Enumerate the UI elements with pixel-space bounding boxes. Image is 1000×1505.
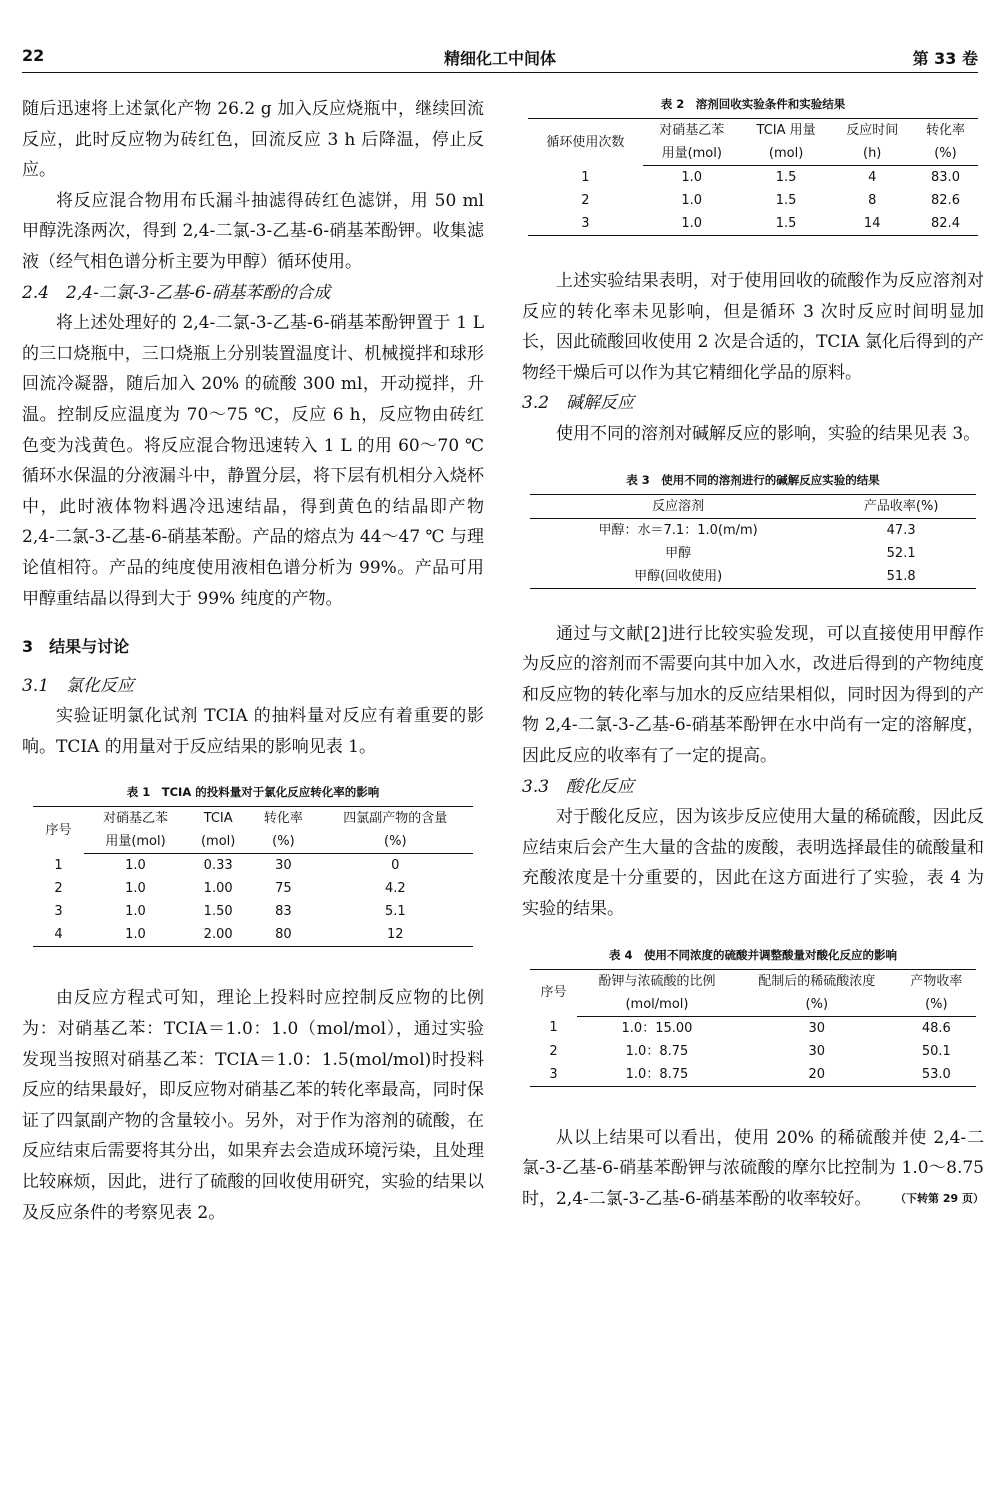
table-cell: 3: [54, 904, 63, 920]
table-cell: 83: [275, 904, 292, 920]
table-cell: 4.2: [384, 881, 406, 897]
table-header: (%): [737, 993, 897, 1017]
table-header: 反应时间: [831, 119, 913, 143]
table-cell: 2.00: [187, 923, 249, 947]
table-cell: 1.0：8.75: [625, 1043, 689, 1059]
table-header: 序号: [33, 807, 84, 854]
table-cell: 5.1: [384, 904, 406, 920]
table-cell: 51.8: [826, 565, 976, 589]
section-heading-2-4: 2.4 2,4-二氯-3-乙基-6-硝基苯酚的合成: [22, 282, 331, 303]
table-2: [528, 118, 978, 236]
table-cell: 0: [391, 858, 400, 874]
table-header: 对硝基乙苯: [643, 119, 741, 143]
table-cell: 30: [808, 1043, 826, 1059]
table-row: [530, 1063, 976, 1087]
volume-label: 第 33 卷: [912, 49, 978, 68]
table-cell: 2: [54, 881, 63, 897]
table-cell: 48.6: [921, 1020, 951, 1036]
table-cell: 1: [581, 169, 590, 185]
paragraph: 上述实验结果表明，对于使用回收的硫酸作为反应溶剂对反应的转化率未见影响，但是循环 3 次时反应时间明显加长，因此硫酸回收使用 2 次是合适的，TCIA 氯化后得到的产物经干燥后可以作为其它精细化学品的原料。: [522, 271, 984, 383]
table-header: 用量(mol): [84, 830, 187, 854]
table-row: [530, 542, 976, 565]
paragraph: 使用不同的溶剂对碱解反应的影响，实验的结果见表 3。: [556, 423, 981, 444]
table-header: TCIA 用量: [741, 119, 832, 143]
table-3-caption: 表 3 使用不同的溶剂进行的碱解反应实验的结果: [626, 472, 880, 487]
table-cell: 4: [868, 170, 877, 185]
table-cell: 14: [831, 212, 913, 236]
table-cell: 1.00: [203, 881, 233, 897]
table-3: [530, 494, 976, 589]
table-row: [33, 923, 473, 947]
table-4-caption: 表 4 使用不同浓度的硫酸并调整酸量对酸化反应的影响: [608, 947, 897, 962]
table-cell: 1.0: [125, 904, 146, 920]
table-cell: 3: [528, 212, 643, 236]
table-row: [33, 854, 473, 878]
table-row: [528, 166, 978, 190]
table-cell: 1.0: [125, 881, 146, 897]
paragraph: 将上述处理好的 2,4-二氯-3-乙基-6-硝基苯酚钾置于 1 L 的三口烧瓶中，三口烧瓶上分别装置温度计、机械搅拌和球形回流冷凝器，随后加入 20% 的硫酸 300 ml，开动搅拌，升温。控制反应温度为 70～75 ℃，反应 6 h，反应物由砖红色变为浅黄色。将反应混合物迅速转入 1 L 的用 60～70 ℃ 循环水保温的分液漏斗中，静置分层，将下层有机相分入烧杯中，此时液体物料遇冷迅速结晶，得到黄色的结晶即产物 2,4-二氯-3-乙基-6-硝基苯酚。产品的熔点为 44～47 ℃ 与理论值相符。产品的纯度使用液相色谱分析为 99%。产品可用甲醇重结晶以得到大于 99% 纯度的产物。: [22, 313, 484, 609]
table-cell: 2: [549, 1043, 558, 1059]
table-cell: 1.5: [775, 193, 797, 208]
table-header: (h): [831, 142, 913, 166]
table-row: [530, 518, 976, 542]
journal-title: 精细化工中间体: [443, 49, 556, 68]
table-cell: 1.0：15.00: [621, 1020, 693, 1036]
table-cell: 1.0: [681, 193, 703, 208]
table-header: (mol): [187, 830, 249, 854]
table-cell: 47.3: [886, 522, 916, 538]
table-cell: 1: [549, 1020, 558, 1036]
table-cell: 1.0: [84, 923, 187, 947]
page-number: 22: [22, 46, 45, 65]
section-heading-3-1: 3.1 氯化反应: [22, 675, 135, 696]
table-header: 转化率: [913, 119, 978, 143]
table-row: [530, 1040, 976, 1063]
table-cell: 75: [275, 881, 292, 897]
table-4: [530, 969, 976, 1087]
table-cell: 82.6: [931, 193, 960, 208]
table-cell: 53.0: [897, 1063, 976, 1087]
table-cell: 1: [54, 858, 63, 874]
table-cell: 1.50: [203, 904, 233, 920]
table-cell: 1.5: [775, 170, 797, 185]
table-header: 四氯副产物的含量: [318, 807, 473, 831]
paragraph: 随后迅速将上述氯化产物 26.2 g 加入反应烧瓶中，继续回流反应，此时反应物为砖红色，回流反应 3 h 后降温，停止反应。: [22, 99, 484, 181]
table-row: [530, 1016, 976, 1040]
table-cell: 3: [530, 1063, 577, 1087]
table-cell: 30: [275, 858, 292, 874]
table-row: [33, 877, 473, 900]
paragraph: 通过与文献[2]进行比较实验发现，可以直接使用甲醇作为反应的溶剂而不需要向其中加入水，改进后得到的产物纯度和反应物的转化率与加水的反应结果相似，同时因为得到的产物 2,4-二氯-3-乙基-6-硝基苯酚钾在水中尚有一定的溶解度，因此反应的收率有了一定的提高。: [522, 623, 984, 766]
page-header: [22, 44, 978, 73]
paragraph: 由反应方程式可知，理论上投料时应控制反应物的比例为：对硝基乙苯：TCIA＝1.0：1.0（mol/mol），通过实验发现当按照对硝基乙苯：TCIA＝1.0：1.5(mol/mol)时投料反应的结果最好，即反应物对硝基乙苯的转化率最高，同时保证了四氯副产物的含量较小。另外，对于作为溶剂的硫酸，在反应结束后需要将其分出，如果弃去会造成环境污染，且处理比较麻烦，因此，进行了硫酸的回收使用研究，实验的结果以及反应条件的考察见表 2。: [22, 988, 484, 1223]
table-row: [530, 565, 976, 589]
paragraph: 将反应混合物用布氏漏斗抽滤得砖红色滤饼，用 50 ml 甲醇洗涤两次，得到 2,4-二氯-3-乙基-6-硝基苯酚钾。收集滤液（经气相色谱分析主要为甲醇）循环使用。: [22, 190, 484, 272]
table-header: 序号: [530, 969, 577, 1016]
table-2-caption: 表 2 溶剂回收实验条件和实验结果: [660, 97, 846, 111]
table-cell: 52.1: [886, 545, 916, 561]
table-cell: 8: [868, 193, 877, 208]
table-header: (%): [913, 142, 978, 166]
table-header: (mol): [741, 142, 832, 166]
table-cell: 甲醇：水＝7.1：1.0(m/m): [598, 522, 758, 538]
right-column: [522, 94, 984, 1209]
table-cell: 1.0：8.75: [577, 1063, 737, 1087]
table-cell: 12: [318, 923, 473, 947]
table-header: 对硝基乙苯: [84, 807, 187, 831]
paragraph: 对于酸化反应，因为该步反应使用大量的稀硫酸，因此反应结束后会产生大量的含盐的废酸，表明选择最佳的硫酸量和充酸浓度是十分重要的，因此在这方面进行了实验，表 4 为实验的结果。: [522, 807, 984, 919]
table-1-caption: 表 1 TCIA 的投料量对于氯化反应转化率的影响: [126, 785, 380, 800]
table-header: (%): [318, 830, 473, 854]
table-cell: 20: [737, 1063, 897, 1087]
table-row: [33, 900, 473, 923]
table-header: 产品收率(%): [826, 494, 976, 518]
section-heading-3-3: 3.3 酸化反应: [522, 776, 635, 797]
table-cell: 4: [33, 923, 84, 947]
paragraph: 实验证明氯化试剂 TCIA 的抽料量对反应有着重要的影响。TCIA 的用量对于反应结果的影响见表 1。: [22, 706, 484, 757]
left-column: [22, 94, 484, 1228]
section-heading-3: 3 结果与讨论: [22, 637, 130, 657]
table-cell: 30: [808, 1020, 826, 1036]
table-cell: 83.0: [931, 170, 960, 185]
table-cell: 1.0: [681, 170, 703, 185]
table-row: [528, 212, 978, 236]
table-row: [528, 189, 978, 212]
table-header: 配制后的稀硫酸浓度: [737, 969, 897, 993]
table-header: 循环使用次数: [528, 119, 643, 166]
table-cell: 2: [581, 193, 590, 208]
table-header: (mol/mol): [577, 993, 737, 1017]
table-cell: 甲醇: [665, 545, 692, 561]
table-cell: 80: [249, 923, 317, 947]
table-cell: 1.0: [643, 212, 741, 236]
paragraph: 从以上结果可以看出，使用 20% 的稀硫酸并使 2,4-二氯-3-乙基-6-硝基苯酚钾与浓硫酸的摩尔比控制为 1.0～8.75 时，2,4-二氯-3-乙基-6-硝基苯酚的收率较好。: [522, 1127, 984, 1209]
section-heading-3-2: 3.2 碱解反应: [522, 393, 635, 414]
table-cell: 1.5: [741, 212, 832, 236]
table-cell: 82.4: [913, 212, 978, 236]
table-header: (%): [249, 830, 317, 854]
table-header: 反应溶剂: [530, 494, 826, 518]
table-header: (%): [897, 993, 976, 1017]
table-cell: 50.1: [921, 1043, 951, 1059]
table-header: 产物收率: [897, 969, 976, 993]
table-1: [33, 806, 473, 947]
table-header: 转化率: [249, 807, 317, 831]
table-header: 用量(mol): [643, 142, 741, 166]
table-cell: 0.33: [203, 858, 233, 874]
table-cell: 甲醇(回收使用): [530, 565, 826, 589]
table-cell: 1.0: [125, 858, 146, 874]
table-header: TCIA: [187, 807, 249, 831]
table-header: 酚钾与浓硫酸的比例: [577, 969, 737, 993]
continued-note: （下转第 29 页）: [895, 1192, 984, 1206]
